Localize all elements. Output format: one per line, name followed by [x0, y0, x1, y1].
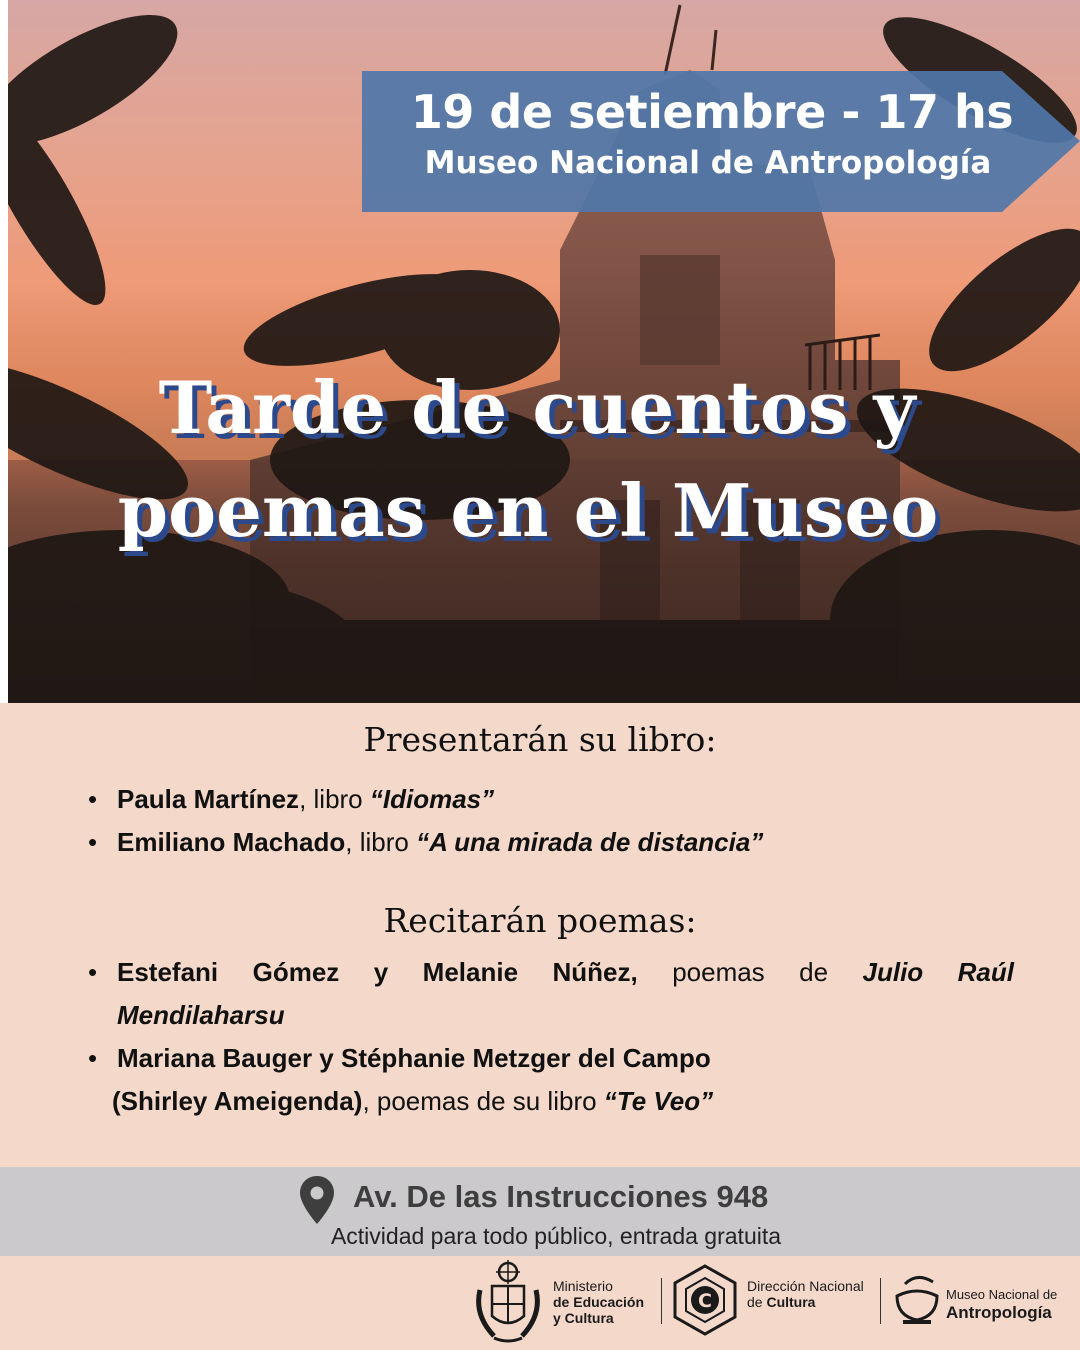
poem-item: [88, 951, 1017, 1037]
poet-word: Julio: [862, 957, 924, 987]
books-heading: Presentarán su libro:: [363, 720, 717, 759]
sponsor-logos: [0, 1256, 1080, 1350]
poems-heading: Recitarán poemas:: [383, 901, 697, 940]
museum-line2: Antropología: [946, 1303, 1052, 1322]
logo-divider: [661, 1278, 662, 1324]
poet-word: Raúl: [957, 957, 1014, 987]
book-item: [88, 778, 1017, 821]
author-name: Emiliano Machado: [117, 827, 346, 857]
coat-of-arms-icon: [474, 1260, 542, 1344]
connector-word: poemas: [672, 957, 765, 987]
reciter-alias: (Shirley Ameigenda): [112, 1086, 363, 1116]
culture-line1: Dirección Nacional: [747, 1278, 864, 1294]
book-title: “A una mirada de distancia”: [416, 827, 764, 857]
bullet: •: [88, 957, 98, 987]
item-connector: , poemas de su libro: [362, 1086, 604, 1116]
event-details-panel: [0, 703, 1080, 1167]
reciter-names: Mariana Bauger y Stéphanie Metzger del Campo: [117, 1043, 711, 1073]
ministry-line2: de Educación: [553, 1294, 645, 1310]
reciter-word: y: [373, 957, 389, 987]
culture-line2-bold: Cultura: [766, 1294, 816, 1310]
book-item: [88, 821, 1017, 864]
reciter-word: Núñez,: [552, 957, 638, 987]
ministry-line1: Ministerio: [553, 1278, 613, 1294]
museum-line1: Museo Nacional de: [946, 1287, 1058, 1302]
reciter-word: Gómez: [252, 957, 340, 987]
item-connector: , libro: [345, 827, 417, 857]
logo-divider: [880, 1278, 881, 1324]
culture-hexagon-icon: [672, 1264, 738, 1336]
connector-word: de: [799, 957, 829, 987]
activity-note: Actividad para todo público, entrada gratuita: [330, 1223, 782, 1249]
ministry-logo-text: [553, 1278, 644, 1326]
event-title-line2: poemas en el Museo: [117, 468, 939, 553]
book-title: “Idiomas”: [369, 784, 495, 814]
map-pin-icon: [298, 1175, 336, 1225]
poem-item-line2: [112, 1080, 1017, 1123]
event-address: Av. De las Instrucciones 948: [353, 1179, 769, 1214]
museum-logo-text: [946, 1287, 1057, 1323]
culture-line2-prefix: de: [747, 1294, 767, 1310]
bullet: •: [88, 1043, 98, 1073]
poet-name-line2: Mendilaharsu: [117, 1000, 285, 1030]
date-banner: [362, 71, 1080, 212]
poem-item: [88, 1037, 1017, 1123]
svg-text:C: C: [698, 1290, 712, 1312]
poem-item-line1: [117, 951, 1014, 994]
culture-logo-text: [747, 1278, 864, 1310]
event-title-line1: Tarde de cuentos y: [158, 365, 916, 450]
item-connector: , libro: [299, 784, 370, 814]
museum-vessel-icon: [893, 1272, 941, 1326]
book-title: “Te Veo”: [603, 1086, 714, 1116]
author-name: Paula Martínez: [117, 784, 300, 814]
bullet: •: [88, 827, 98, 857]
ministry-line3: y Cultura: [553, 1310, 614, 1326]
event-venue: Museo Nacional de Antropología: [424, 145, 992, 181]
reciter-word: Melanie: [422, 957, 519, 987]
reciter-word: Estefani: [117, 957, 219, 987]
address-bar: [0, 1167, 1080, 1256]
event-date-time: 19 de setiembre - 17 hs: [410, 85, 1014, 139]
bullet: •: [88, 784, 98, 814]
